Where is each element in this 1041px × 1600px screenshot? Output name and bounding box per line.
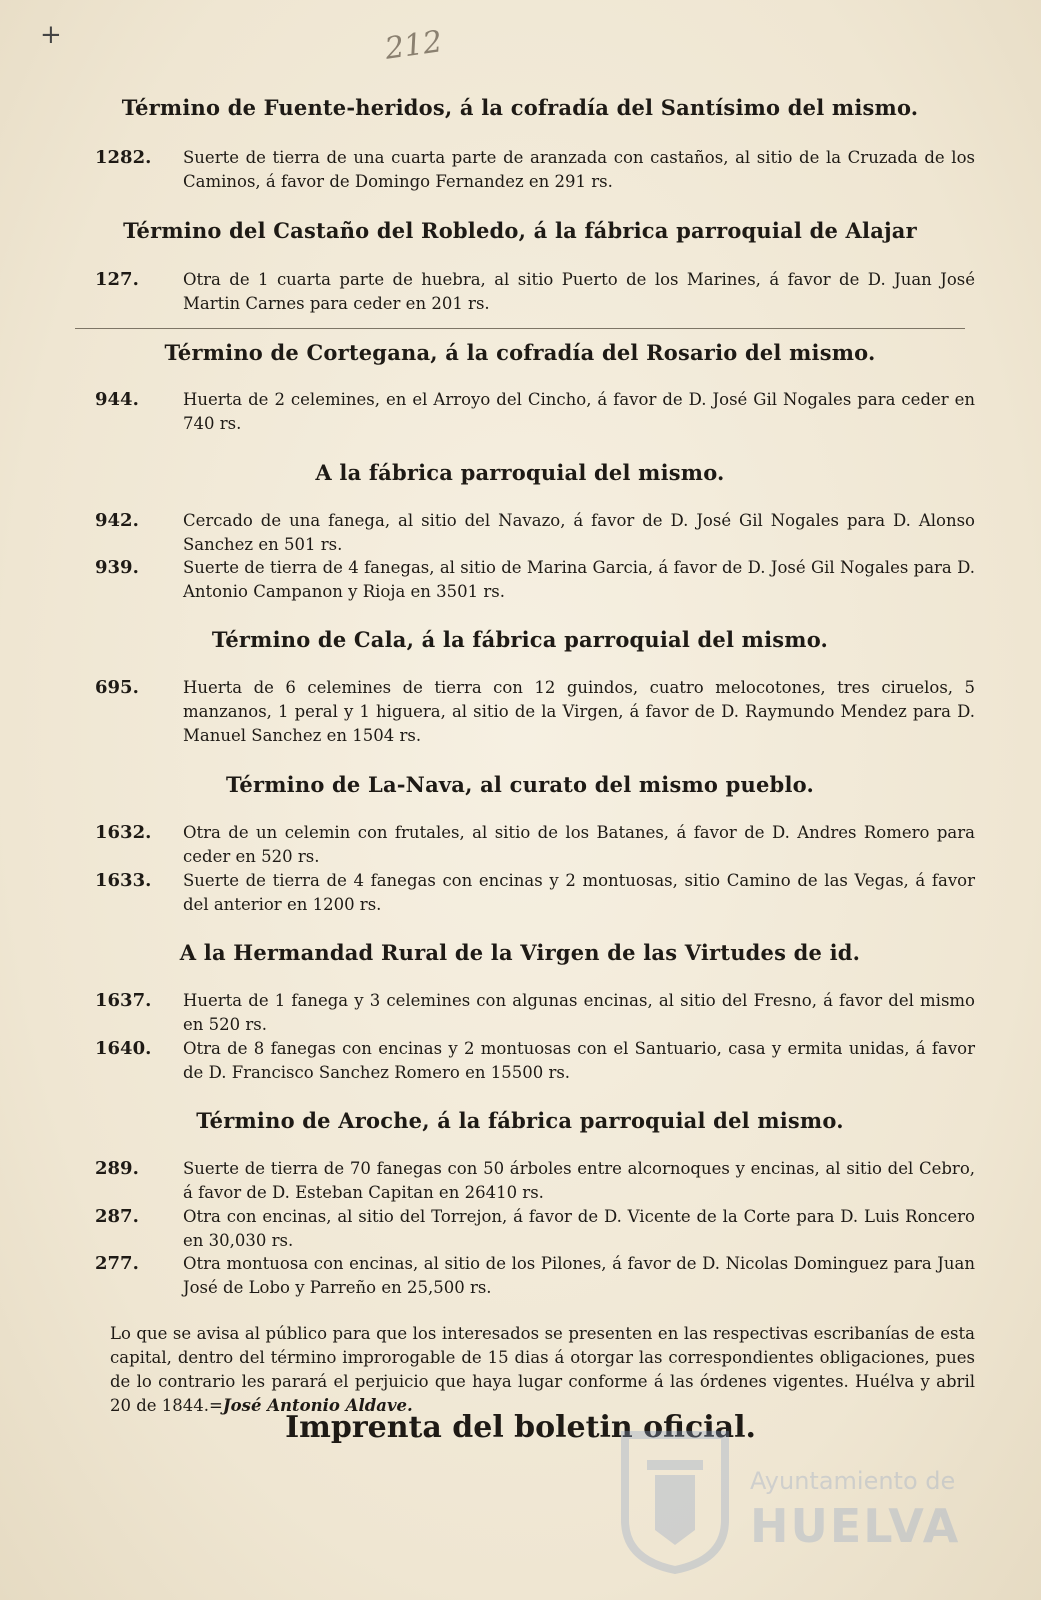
entry-number: 1637.	[95, 990, 152, 1011]
entry-text: Otra montuosa con encinas, al sitio de los Pilones, á favor de D. Nicolas Dominguez para Juan José de Lobo y Parreño en 25,500 rs.	[183, 1254, 975, 1297]
section-heading-la-nava: Término de La-Nava, al curato del mismo pueblo.	[226, 772, 814, 797]
entry-942	[95, 509, 975, 557]
section-heading-castano-robledo: Término del Castaño del Robledo, á la fábrica parroquial de Alajar	[123, 218, 917, 243]
entry-number: 127.	[95, 269, 139, 290]
section-heading-hermandad-rural: A la Hermandad Rural de la Virgen de las Virtudes de id.	[179, 940, 861, 965]
closing-text: Lo que se avisa al público para que los interesados se presenten en las respectivas escribanías de esta capital, dentro del término improrogable de 15 dias á otorgar las correspondientes obligaciones, pues de lo contrario les parará el perjuicio que haya lugar conforme á las órdenes vigentes. Huélva y abril 20 de 1844.=	[110, 1324, 975, 1415]
entry-number: 289.	[95, 1158, 139, 1179]
section-heading-cortegana: Término de Cortegana, á la cofradía del Rosario del mismo.	[164, 340, 876, 365]
entry-text: Suerte de tierra de una cuarta parte de aranzada con castaños, al sitio de la Cruzada de los Caminos, á favor de Domingo Fernandez en 291 rs.	[183, 148, 975, 191]
section-heading-cala: Término de Cala, á la fábrica parroquial del mismo.	[211, 627, 829, 652]
entry-number: 287.	[95, 1206, 139, 1227]
entry-number: 944.	[95, 389, 139, 410]
entry-939	[95, 556, 975, 604]
signature: José Antonio Aldave.	[222, 1396, 413, 1415]
entry-695	[95, 676, 975, 748]
entry-text: Suerte de tierra de 4 fanegas con encinas y 2 montuosas, sitio Camino de las Vegas, á favor del anterior en 1200 rs.	[183, 871, 975, 914]
entry-1282	[95, 146, 975, 194]
section-heading-fabrica-parroquial: A la fábrica parroquial del mismo.	[315, 460, 725, 485]
entry-277	[95, 1252, 975, 1300]
entry-number: 277.	[95, 1253, 139, 1274]
printer-imprint: Imprenta del boletin oficial.	[285, 1410, 756, 1445]
entry-number: 939.	[95, 557, 139, 578]
entry-1640	[95, 1037, 975, 1085]
entry-text: Otra de un celemin con frutales, al sitio de los Batanes, á favor de D. Andres Romero para ceder en 520 rs.	[183, 823, 975, 866]
entry-text: Huerta de 6 celemines de tierra con 12 guindos, cuatro melocotones, tres ciruelos, 5 manzanos, 1 peral y 1 higuera, al sitio de la Virgen, á favor de D. Raymundo Mendez para D. Manuel Sanchez en 1504 rs.	[183, 678, 975, 745]
entry-287	[95, 1205, 975, 1253]
entry-text: Suerte de tierra de 70 fanegas con 50 árboles entre alcornoques y encinas, al sitio del Cebro, á favor de D. Esteban Capitan en 26410 rs.	[183, 1159, 975, 1202]
entry-1632	[95, 821, 975, 869]
handwritten-page-number: 212	[382, 24, 445, 67]
entry-text: Suerte de tierra de 4 fanegas, al sitio de Marina Garcia, á favor de D. José Gil Nogales para D. Antonio Campanon y Rioja en 3501 rs.	[183, 558, 975, 601]
entry-text: Otra de 8 fanegas con encinas y 2 montuosas con el Santuario, casa y ermita unidas, á favor de D. Francisco Sanchez Romero en 15500 rs.	[183, 1039, 975, 1082]
entry-text: Otra con encinas, al sitio del Torrejon, á favor de D. Vicente de la Corte para D. Luis Roncero en 30,030 rs.	[183, 1207, 975, 1250]
margin-plus-mark: +	[40, 20, 62, 50]
entry-number: 1633.	[95, 870, 152, 891]
entry-text: Otra de 1 cuarta parte de huebra, al sitio Puerto de los Marines, á favor de D. Juan José Martin Carnes para ceder en 201 rs.	[183, 270, 975, 313]
closing-notice	[110, 1322, 975, 1418]
entry-text: Huerta de 2 celemines, en el Arroyo del Cincho, á favor de D. José Gil Nogales para ceder en 740 rs.	[183, 390, 975, 433]
entry-number: 1632.	[95, 822, 152, 843]
entry-1633	[95, 869, 975, 917]
entry-127	[95, 268, 975, 316]
divider-rule	[75, 328, 965, 329]
watermark-line-1: Ayuntamiento de	[750, 1467, 956, 1495]
entry-1637	[95, 989, 975, 1037]
entry-number: 942.	[95, 510, 139, 531]
entry-number: 1282.	[95, 147, 152, 168]
entry-289	[95, 1157, 975, 1205]
watermark-line-2: HUELVA	[750, 1499, 961, 1553]
ayuntamiento-watermark	[600, 1415, 1020, 1585]
entry-text: Cercado de una fanega, al sitio del Navazo, á favor de D. José Gil Nogales para D. Alonso Sanchez en 501 rs.	[183, 511, 975, 554]
entry-text: Huerta de 1 fanega y 3 celemines con algunas encinas, al sitio del Fresno, á favor del mismo en 520 rs.	[183, 991, 975, 1034]
entry-number: 1640.	[95, 1038, 152, 1059]
entry-944	[95, 388, 975, 436]
section-heading-fuente-heridos: Término de Fuente-heridos, á la cofradía del Santísimo del mismo.	[121, 95, 919, 120]
section-heading-aroche: Término de Aroche, á la fábrica parroquial del mismo.	[196, 1108, 844, 1133]
shield-icon	[615, 1425, 735, 1575]
entry-number: 695.	[95, 677, 139, 698]
